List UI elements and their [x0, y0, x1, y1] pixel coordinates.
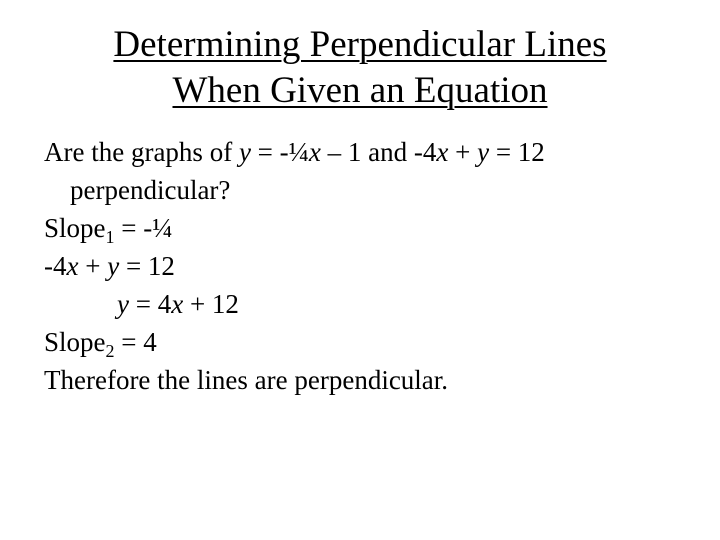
equation-text: = 12 [119, 251, 175, 281]
equation-text: + 12 [183, 289, 239, 319]
slope-subscript: 1 [105, 227, 115, 247]
slope-1-line [44, 209, 694, 247]
variable-x: x [171, 289, 184, 319]
variable-x: x [308, 137, 321, 167]
equation-text: = 4 [128, 289, 172, 319]
slope-label: Slope [44, 327, 106, 357]
question-text: = -¼ [250, 137, 309, 167]
equation-text: -4 [44, 251, 67, 281]
question-continuation: perpendicular? [70, 175, 231, 205]
question-text: = 12 [489, 137, 545, 167]
variable-y: y [238, 137, 251, 167]
equation-line-1 [44, 247, 694, 285]
slope-value: = -¼ [114, 213, 173, 243]
equation-line-2 [44, 285, 694, 323]
slope-2-line [44, 323, 694, 361]
variable-x: x [66, 251, 79, 281]
question-text: + [448, 137, 478, 167]
question-text: Are the graphs of [44, 137, 239, 167]
variable-x: x [436, 137, 449, 167]
slope-label: Slope [44, 213, 106, 243]
variable-y: y [107, 251, 120, 281]
question-line [44, 133, 694, 171]
slide-body [44, 133, 694, 399]
slope-subscript: 2 [105, 341, 115, 361]
equation-text: + [78, 251, 108, 281]
slope-value: = 4 [114, 327, 157, 357]
title-line-2: When Given an Equation [172, 70, 548, 111]
conclusion-line: Therefore the lines are perpendicular. [44, 365, 449, 395]
variable-y: y [477, 137, 490, 167]
slide-title [40, 22, 680, 114]
title-line-1: Determining Perpendicular Lines [113, 24, 607, 65]
question-text: – 1 and -4 [320, 137, 437, 167]
variable-y: y [117, 289, 129, 319]
